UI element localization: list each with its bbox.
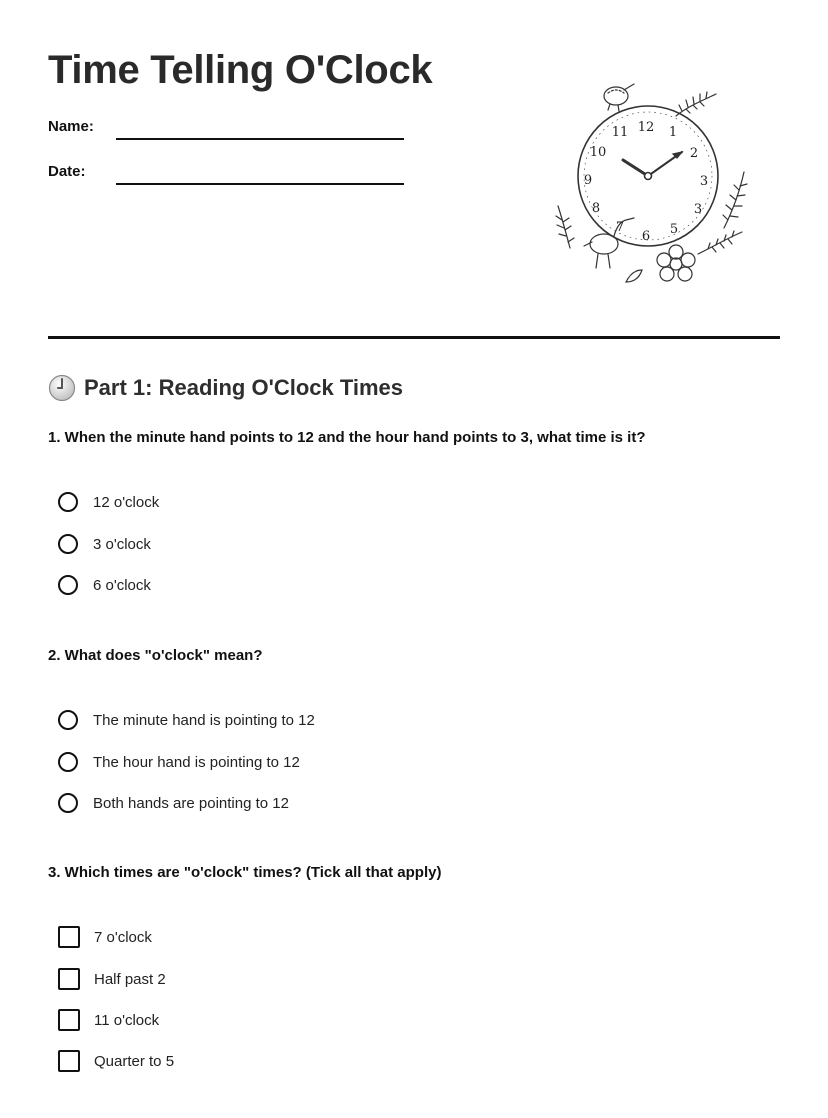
checkbox[interactable]	[58, 968, 80, 990]
radio-button[interactable]	[58, 793, 78, 813]
date-field-line[interactable]	[116, 183, 404, 185]
name-label: Name:	[48, 118, 94, 135]
checkbox[interactable]	[58, 1050, 80, 1072]
clock-number-2: 2	[689, 146, 699, 161]
checkbox[interactable]	[58, 926, 80, 948]
clock-number-1: 1	[668, 125, 678, 140]
checkbox[interactable]	[58, 1009, 80, 1031]
option-label: Both hands are pointing to 12	[93, 794, 289, 812]
clock-number-8: 8	[591, 201, 601, 216]
worksheet-title: Time Telling O'Clock	[48, 48, 433, 92]
radio-button[interactable]	[58, 534, 78, 554]
hour-hand	[623, 160, 648, 176]
section-heading	[48, 374, 403, 402]
clock-icon	[48, 374, 76, 402]
clock-number-9: 9	[583, 173, 593, 188]
option-label: 7 o'clock	[94, 928, 152, 946]
q2-option-2[interactable]	[58, 752, 300, 772]
q2-option-1[interactable]	[58, 710, 315, 730]
option-label: 11 o'clock	[94, 1011, 160, 1029]
date-label: Date:	[48, 163, 86, 180]
q1-option-3[interactable]	[58, 575, 151, 595]
option-label: The hour hand is pointing to 12	[93, 753, 300, 771]
section-title-text: Part 1: Reading O'Clock Times	[84, 375, 404, 400]
name-field-line[interactable]	[116, 138, 404, 140]
q3-option-4[interactable]	[58, 1050, 174, 1072]
section-divider	[48, 336, 780, 339]
leaf-bottom	[626, 270, 642, 282]
option-label: 6 o'clock	[93, 576, 151, 594]
clock-number-12: 12	[637, 120, 655, 135]
clock-number-10: 10	[589, 145, 607, 160]
option-label: The minute hand is pointing to 12	[93, 711, 315, 729]
clock-number-7: 7	[615, 220, 625, 235]
q2-option-3[interactable]	[58, 793, 289, 813]
clock-number-6: 6	[641, 229, 651, 244]
question-3: 3. Which times are "o'clock" times? (Tick all that apply)	[48, 864, 442, 881]
question-1: 1. When the minute hand points to 12 and the hour hand points to 3, what time is it?	[48, 429, 646, 446]
option-label: 12 o'clock	[93, 493, 160, 511]
q1-option-2[interactable]	[58, 534, 151, 554]
q3-option-3[interactable]	[58, 1009, 159, 1031]
radio-button[interactable]	[58, 710, 78, 730]
q1-option-1[interactable]	[58, 492, 159, 512]
option-label: Half past 2	[94, 970, 166, 988]
q3-option-2[interactable]	[58, 968, 166, 990]
radio-button[interactable]	[58, 575, 78, 595]
question-2: 2. What does "o'clock" mean?	[48, 647, 263, 664]
kiwi-bird-top	[604, 84, 634, 111]
leaf-sprig-top-right	[676, 94, 716, 116]
radio-button[interactable]	[58, 492, 78, 512]
q3-option-1[interactable]	[58, 926, 152, 948]
clock-number-3b: 3	[693, 202, 703, 217]
radio-button[interactable]	[58, 752, 78, 772]
clock-number-5: 5	[669, 222, 679, 237]
clock-illustration	[548, 78, 760, 290]
option-label: Quarter to 5	[94, 1052, 175, 1070]
clock-number-11: 11	[611, 125, 629, 140]
flower-bottom	[657, 245, 695, 281]
clock-number-3: 3	[699, 174, 709, 189]
option-label: 3 o'clock	[93, 535, 151, 553]
